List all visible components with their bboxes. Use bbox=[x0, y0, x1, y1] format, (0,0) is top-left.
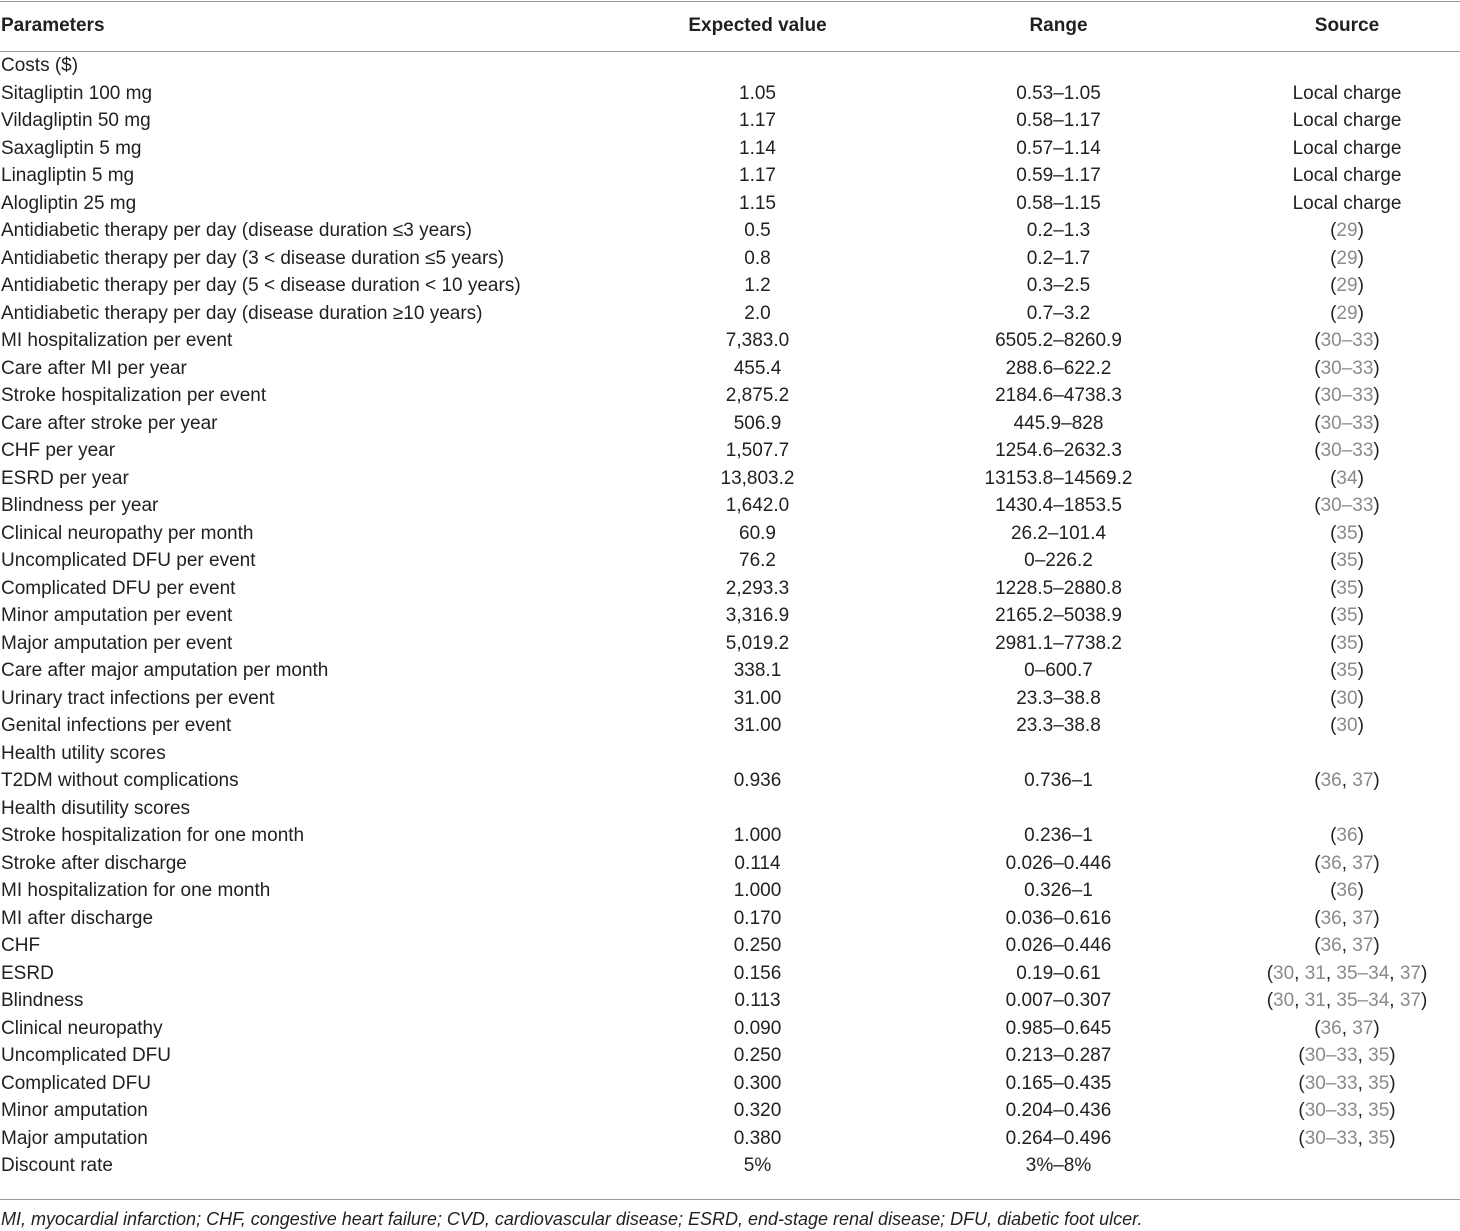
cell-expected-value: 1.17 bbox=[739, 110, 776, 131]
cell-source: (30–33) bbox=[1314, 440, 1380, 461]
cell-expected-value: 1,642.0 bbox=[725, 495, 790, 516]
cell-expected-value: 0.320 bbox=[733, 1100, 782, 1121]
cell-expected-value: 0.156 bbox=[733, 962, 782, 984]
cell-parameter: Saxagliptin 5 mg bbox=[1, 137, 142, 159]
cell-source: (30–33) bbox=[1314, 385, 1380, 406]
table-row bbox=[0, 245, 1460, 273]
cell-parameter: Minor amputation bbox=[1, 1100, 148, 1121]
cell-source: (29) bbox=[1330, 247, 1364, 269]
header-range: Range bbox=[1029, 15, 1088, 36]
table-row bbox=[0, 822, 1460, 850]
table-footnote: MI, myocardial infarction; CHF, congestive heart failure; CVD, cardiovascular disease; ESRD, end-stage renal disease; DFU, diabetic foot ulcer. bbox=[1, 1209, 1143, 1229]
cell-expected-value: 0.170 bbox=[733, 907, 782, 929]
cell-source bbox=[1222, 740, 1460, 768]
table-row bbox=[0, 657, 1460, 685]
cell-parameter: Costs ($) bbox=[1, 55, 79, 76]
cell-source: Local charge bbox=[1292, 192, 1402, 214]
cell-range: 0.326–1 bbox=[1024, 880, 1093, 901]
table-row bbox=[0, 382, 1460, 410]
cell-source: (30–33) bbox=[1314, 495, 1380, 516]
table-row bbox=[0, 905, 1460, 933]
table-row bbox=[0, 1125, 1460, 1153]
cell-expected-value: 5% bbox=[743, 1155, 772, 1176]
table-row bbox=[0, 987, 1460, 1015]
table-row bbox=[0, 355, 1460, 383]
cell-range: 0.165–0.435 bbox=[1005, 1072, 1112, 1094]
table-row bbox=[0, 217, 1460, 245]
cell-source: (35) bbox=[1330, 522, 1364, 544]
table-row bbox=[0, 135, 1460, 163]
cell-source: (36, 37) bbox=[1314, 907, 1380, 929]
cell-source: (35) bbox=[1330, 605, 1364, 626]
cell-expected-value: 1.17 bbox=[739, 165, 776, 186]
cell-parameter: Antidiabetic therapy per day (disease duration ≥10 years) bbox=[1, 302, 483, 324]
cell-range: 0.736–1 bbox=[1024, 770, 1093, 791]
table-row bbox=[0, 740, 1460, 768]
table-row bbox=[0, 300, 1460, 328]
cell-range: 0–600.7 bbox=[1024, 660, 1093, 681]
cell-expected-value: 7,383.0 bbox=[725, 330, 790, 351]
cell-parameter: Stroke hospitalization per event bbox=[1, 385, 267, 406]
cell-range: 13153.8–14569.2 bbox=[984, 467, 1133, 489]
cell-parameter: MI hospitalization per event bbox=[1, 330, 233, 351]
cell-parameter: Health utility scores bbox=[1, 742, 166, 764]
cell-expected-value bbox=[620, 740, 895, 768]
table-row bbox=[0, 877, 1460, 905]
cell-expected-value: 31.00 bbox=[733, 715, 782, 736]
cell-parameter: Urinary tract infections per event bbox=[1, 687, 275, 709]
cell-range: 0.59–1.17 bbox=[1016, 165, 1101, 186]
table-row bbox=[0, 1042, 1460, 1070]
cell-expected-value: 0.250 bbox=[733, 1045, 782, 1066]
table-row bbox=[0, 437, 1460, 465]
table-row bbox=[0, 107, 1460, 135]
cell-expected-value: 1,507.7 bbox=[725, 440, 790, 461]
cell-source bbox=[1222, 1152, 1460, 1180]
cell-expected-value: 506.9 bbox=[733, 412, 782, 434]
cell-range: 6505.2–8260.9 bbox=[995, 330, 1122, 351]
table-row bbox=[0, 327, 1460, 355]
cell-source: (30) bbox=[1330, 715, 1364, 736]
cell-expected-value: 76.2 bbox=[739, 550, 776, 571]
cell-parameter: Stroke hospitalization for one month bbox=[1, 825, 305, 846]
header-source: Source bbox=[1314, 15, 1380, 36]
table-row bbox=[0, 1097, 1460, 1125]
cell-range: 0–226.2 bbox=[1024, 550, 1093, 571]
cell-expected-value: 13,803.2 bbox=[720, 467, 795, 489]
cell-range: 26.2–101.4 bbox=[1010, 522, 1107, 544]
cell-range: 0.026–0.446 bbox=[1005, 935, 1112, 956]
cell-parameter: Antidiabetic therapy per day (5 < disease duration < 10 years) bbox=[1, 275, 521, 296]
cell-source: (36, 37) bbox=[1314, 935, 1380, 956]
cell-source: (30–33) bbox=[1314, 357, 1380, 379]
table-row bbox=[0, 850, 1460, 878]
cell-expected-value: 0.5 bbox=[744, 220, 771, 241]
cell-parameter: MI after discharge bbox=[1, 907, 154, 929]
cell-expected-value: 1.000 bbox=[733, 880, 782, 901]
cell-source: (29) bbox=[1330, 275, 1364, 296]
cell-parameter: Stroke after discharge bbox=[1, 852, 187, 874]
cell-range bbox=[895, 795, 1222, 823]
cell-source: (29) bbox=[1330, 302, 1364, 324]
cell-parameter: Linagliptin 5 mg bbox=[1, 165, 135, 186]
cell-source: (30–33, 35) bbox=[1298, 1127, 1396, 1149]
cell-parameter: Complicated DFU bbox=[1, 1072, 151, 1094]
cell-source: (36) bbox=[1330, 825, 1364, 846]
table-row bbox=[0, 520, 1460, 548]
cell-expected-value: 5,019.2 bbox=[725, 632, 790, 654]
table-row bbox=[0, 465, 1460, 493]
cell-source: (30–33, 35) bbox=[1298, 1072, 1396, 1094]
cell-source: (36) bbox=[1330, 880, 1364, 901]
cell-parameter: Uncomplicated DFU per event bbox=[1, 550, 256, 571]
cell-range: 445.9–828 bbox=[1013, 412, 1104, 434]
cell-range: 0.007–0.307 bbox=[1005, 990, 1112, 1011]
cell-range: 1254.6–2632.3 bbox=[995, 440, 1122, 461]
cell-range: 0.204–0.436 bbox=[1005, 1100, 1112, 1121]
cell-range: 0.236–1 bbox=[1024, 825, 1093, 846]
cell-range: 0.264–0.496 bbox=[1005, 1127, 1112, 1149]
cell-range: 2165.2–5038.9 bbox=[995, 605, 1122, 626]
bottom-rule bbox=[0, 1199, 1460, 1200]
cell-range: 0.7–3.2 bbox=[1026, 302, 1091, 324]
cell-source: (34) bbox=[1330, 467, 1364, 489]
cell-parameter: ESRD per year bbox=[1, 467, 129, 489]
cell-parameter: CHF bbox=[1, 935, 41, 956]
table-row bbox=[0, 272, 1460, 300]
cell-source: (36, 37) bbox=[1314, 1017, 1380, 1039]
table-row bbox=[0, 932, 1460, 960]
cell-expected-value: 338.1 bbox=[733, 660, 782, 681]
cell-range: 0.3–2.5 bbox=[1026, 275, 1091, 296]
cell-source: (35) bbox=[1330, 577, 1364, 599]
cell-expected-value: 2,875.2 bbox=[725, 385, 790, 406]
cell-source: (30–33) bbox=[1314, 330, 1380, 351]
cell-expected-value: 0.114 bbox=[734, 852, 781, 874]
cell-range: 0.58–1.17 bbox=[1016, 110, 1101, 131]
cell-range: 23.3–38.8 bbox=[1016, 687, 1101, 709]
cell-expected-value: 0.8 bbox=[744, 247, 771, 269]
cell-parameter: Antidiabetic therapy per day (disease duration ≤3 years) bbox=[1, 220, 472, 241]
table-row bbox=[0, 795, 1460, 823]
cell-expected-value: 1.000 bbox=[733, 825, 782, 846]
cell-range: 1228.5–2880.8 bbox=[995, 577, 1122, 599]
table-row bbox=[0, 602, 1460, 630]
table-row bbox=[0, 547, 1460, 575]
cell-range: 0.213–0.287 bbox=[1005, 1045, 1112, 1066]
cell-source: (35) bbox=[1330, 660, 1364, 681]
cell-source: (30–33, 35) bbox=[1298, 1045, 1396, 1066]
table-row bbox=[0, 712, 1460, 740]
cell-source: (36, 37) bbox=[1314, 770, 1380, 791]
cell-range: 0.19–0.61 bbox=[1016, 962, 1101, 984]
table-row bbox=[0, 410, 1460, 438]
cell-parameter: Clinical neuropathy bbox=[1, 1017, 163, 1039]
table-row bbox=[0, 190, 1460, 218]
table-row bbox=[0, 1152, 1460, 1180]
table-row bbox=[0, 162, 1460, 190]
cell-range: 1430.4–1853.5 bbox=[995, 495, 1122, 516]
cell-expected-value: 31.00 bbox=[733, 687, 782, 709]
cell-range: 0.57–1.14 bbox=[1016, 137, 1101, 159]
cell-range: 0.036–0.616 bbox=[1005, 907, 1112, 929]
cell-source: (36, 37) bbox=[1314, 852, 1380, 874]
cell-range: 0.985–0.645 bbox=[1005, 1017, 1112, 1039]
cell-expected-value: 0.090 bbox=[733, 1017, 782, 1039]
cell-parameter: Blindness per year bbox=[1, 495, 159, 516]
cell-expected-value bbox=[620, 52, 895, 80]
cell-source: (35) bbox=[1330, 632, 1364, 654]
table-row bbox=[0, 1015, 1460, 1043]
cell-source: (30–33, 35) bbox=[1298, 1100, 1396, 1121]
cell-parameter: Major amputation bbox=[1, 1127, 148, 1149]
cell-parameter: Care after MI per year bbox=[1, 357, 187, 379]
cell-source bbox=[1222, 52, 1460, 80]
cell-source: (29) bbox=[1330, 220, 1364, 241]
header-parameters: Parameters bbox=[1, 15, 105, 36]
table-row bbox=[0, 1070, 1460, 1098]
cell-expected-value: 0.250 bbox=[733, 935, 782, 956]
cell-parameter: Uncomplicated DFU bbox=[1, 1045, 171, 1066]
cell-expected-value: 1.05 bbox=[739, 82, 776, 104]
cell-range bbox=[895, 52, 1222, 80]
cell-expected-value: 1.15 bbox=[739, 192, 776, 214]
cell-range: 23.3–38.8 bbox=[1016, 715, 1101, 736]
table-row bbox=[0, 685, 1460, 713]
cell-expected-value: 3,316.9 bbox=[725, 605, 790, 626]
cell-parameter: Sitagliptin 100 mg bbox=[1, 82, 153, 104]
cell-parameter: Major amputation per event bbox=[1, 632, 233, 654]
table-body bbox=[0, 52, 1460, 1180]
cell-expected-value: 455.4 bbox=[733, 357, 782, 379]
cell-expected-value bbox=[620, 795, 895, 823]
cell-source: (35) bbox=[1330, 550, 1364, 571]
cell-parameter: Vildagliptin 50 mg bbox=[1, 110, 151, 131]
table-row bbox=[0, 575, 1460, 603]
cell-range: 0.58–1.15 bbox=[1016, 192, 1101, 214]
cell-parameter: Blindness bbox=[1, 990, 84, 1011]
table-row bbox=[0, 960, 1460, 988]
table-row bbox=[0, 767, 1460, 795]
cell-source bbox=[1222, 795, 1460, 823]
cell-parameter: Complicated DFU per event bbox=[1, 577, 236, 599]
cell-parameter: Genital infections per event bbox=[1, 715, 232, 736]
cell-source: Local charge bbox=[1292, 137, 1402, 159]
cell-expected-value: 0.936 bbox=[733, 770, 782, 791]
cell-expected-value: 0.113 bbox=[734, 990, 781, 1011]
table-row bbox=[0, 492, 1460, 520]
cell-parameter: ESRD bbox=[1, 962, 54, 984]
cell-range: 3%–8% bbox=[1025, 1155, 1092, 1176]
cell-expected-value: 1.2 bbox=[744, 275, 771, 296]
cell-source: Local charge bbox=[1292, 82, 1402, 104]
cell-expected-value: 2.0 bbox=[744, 302, 771, 324]
table-row bbox=[0, 52, 1460, 80]
cell-source: (30–33) bbox=[1314, 412, 1380, 434]
cell-parameter: Care after stroke per year bbox=[1, 412, 218, 434]
cell-source: Local charge bbox=[1292, 110, 1402, 131]
cell-parameter: Alogliptin 25 mg bbox=[1, 192, 137, 214]
cell-parameter: Minor amputation per event bbox=[1, 605, 233, 626]
cell-parameter: Discount rate bbox=[1, 1155, 113, 1176]
cell-parameter: Antidiabetic therapy per day (3 < disease duration ≤5 years) bbox=[1, 247, 505, 269]
cell-range: 0.2–1.7 bbox=[1026, 247, 1091, 269]
cell-source: (30, 31, 35–34, 37) bbox=[1266, 962, 1428, 984]
table-row bbox=[0, 630, 1460, 658]
cell-source: (30, 31, 35–34, 37) bbox=[1266, 990, 1428, 1011]
cell-expected-value: 60.9 bbox=[739, 522, 776, 544]
cell-parameter: T2DM without complications bbox=[1, 770, 239, 791]
cell-range: 288.6–622.2 bbox=[1005, 357, 1112, 379]
cell-range: 2981.1–7738.2 bbox=[995, 632, 1122, 654]
cell-parameter: MI hospitalization for one month bbox=[1, 880, 271, 901]
cell-parameter: Clinical neuropathy per month bbox=[1, 522, 254, 544]
cell-range: 2184.6–4738.3 bbox=[995, 385, 1122, 406]
cell-source: Local charge bbox=[1292, 165, 1402, 186]
cell-source: (30) bbox=[1330, 687, 1364, 709]
header-row bbox=[0, 0, 1460, 52]
cell-expected-value: 0.380 bbox=[733, 1127, 782, 1149]
cell-expected-value: 2,293.3 bbox=[725, 577, 790, 599]
cell-expected-value: 1.14 bbox=[739, 137, 776, 159]
cell-range bbox=[895, 740, 1222, 768]
table-row bbox=[0, 80, 1460, 108]
cell-parameter: Health disutility scores bbox=[1, 797, 191, 819]
cell-range: 0.53–1.05 bbox=[1016, 82, 1101, 104]
cell-expected-value: 0.300 bbox=[733, 1072, 782, 1094]
cell-range: 0.026–0.446 bbox=[1005, 852, 1112, 874]
cell-parameter: Care after major amputation per month bbox=[1, 660, 329, 681]
cell-range: 0.2–1.3 bbox=[1026, 220, 1091, 241]
header-expected-value: Expected value bbox=[688, 15, 827, 36]
cell-parameter: CHF per year bbox=[1, 440, 116, 461]
